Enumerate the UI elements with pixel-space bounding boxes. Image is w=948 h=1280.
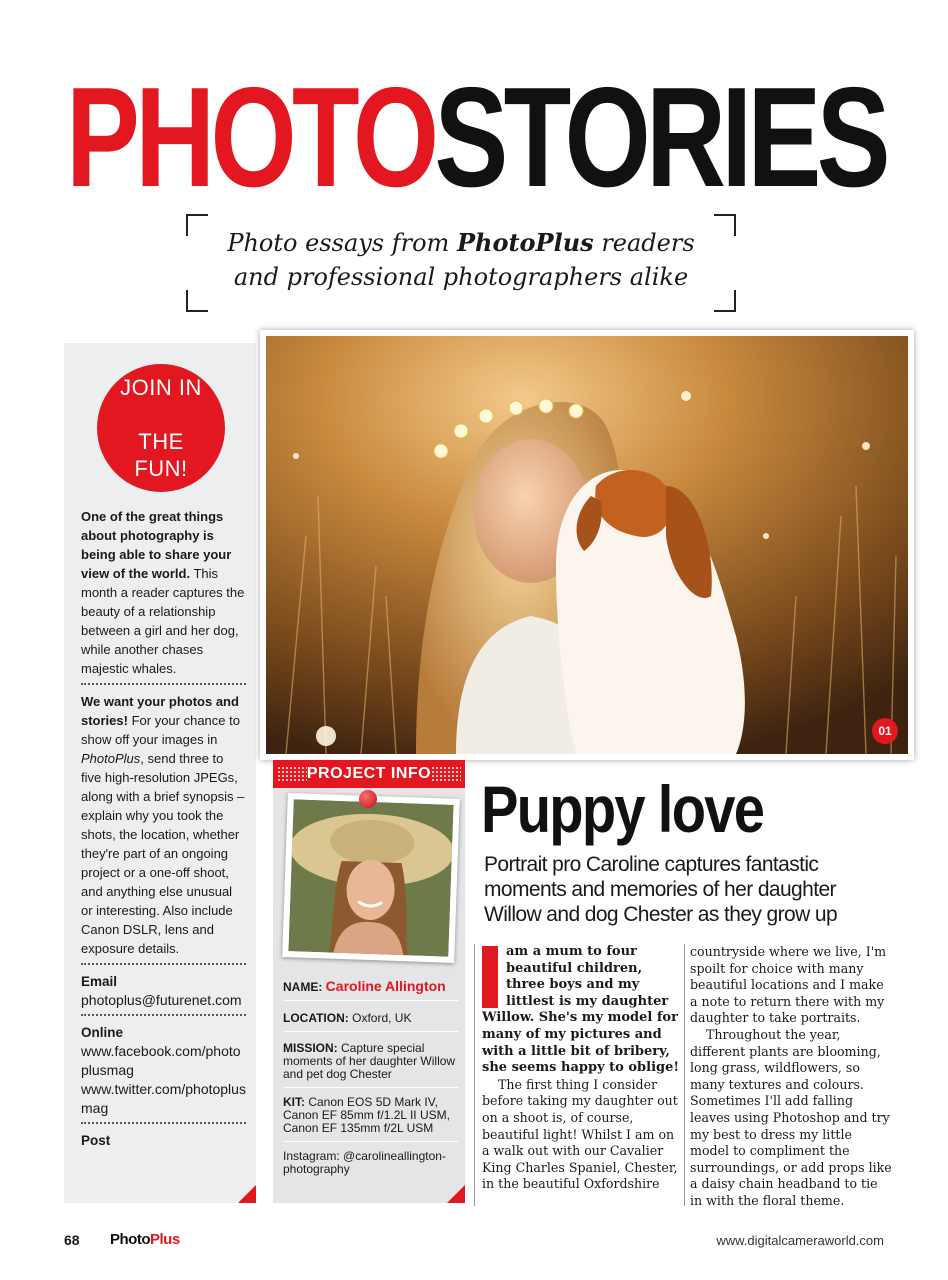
photographer-name: Caroline Allington [325,978,446,994]
project-info-panel [273,760,465,1203]
article-standfirst: Portrait pro Caroline captures fantastic moments and memories of her daughter Willow and dog Chester as they grow up [484,853,838,926]
article-paragraph: The first thing I consider before taking my daughter out on a shoot is, of course, beautiful light! Whilst I am on a walk out with our Cavalier King Charles Spaniel, Chester, in the beautiful Oxfordshire [482,1076,678,1192]
sidebar-intro: One of the great things about photography is being able to share your view of the world. This month a reader captures the beauty of a relationship between a girl and her dog, while another chases majestic whales. [81,509,245,676]
kit-value: Canon EOS 5D Mark IV, Canon EF 85mm f/1.2L II USM, Canon EF 135mm f/2L USM [283,1095,450,1135]
subtitle-post: readers [593,229,695,257]
subtitle-brand: PhotoPlus [456,228,594,257]
info-instagram[interactable] [283,1150,458,1182]
article-headline: Puppy love [481,772,764,846]
badge-line1: JOIN IN [120,375,202,400]
info-kit [283,1096,458,1142]
title-red-part: PHOTO [66,58,435,217]
facebook-link[interactable]: www.facebook.com/photoplusmag [81,1043,241,1078]
corner-marker [447,1185,465,1203]
twitter-link[interactable]: www.twitter.com/photoplusmag [81,1081,246,1116]
website-url[interactable]: www.digitalcameraworld.com [716,1233,884,1248]
mission-label: MISSION: [283,1041,338,1055]
column-divider [684,944,685,1206]
sidebar-panel [64,343,256,1203]
kit-label: KIT: [283,1095,305,1109]
email-label: Email [81,974,118,989]
column-divider [474,944,475,1206]
corner-marker [238,1185,256,1203]
mission-value: Capture special moments of her daughter Willow and pet dog Chester [283,1041,456,1081]
subtitle-pre: Photo essays from [227,229,457,257]
email-address-link[interactable]: photoplus@futurenet.com [81,992,242,1008]
join-in-badge [97,364,225,492]
article-column-1 [482,944,684,1193]
photo-number-badge: 01 [872,718,898,744]
section-subtitle [186,214,736,312]
girl-with-dog-photo [266,336,908,754]
photographer-photo [288,799,453,956]
info-name [283,980,458,1001]
project-info-header [273,760,465,788]
page-title [66,58,886,217]
photographer-portrait [282,793,460,963]
article-lead: am a mum to four beautiful children, three boys and my littlest is my daughter Willow. She's my model for many of my pictures and with a little bit of bribery, she seems happy to oblige! [482,944,680,1076]
name-label: NAME: [283,980,323,994]
article-column-2 [690,944,892,1210]
main-photo [260,330,914,760]
sidebar-text [81,507,246,1150]
project-info-label: PROJECT INFO [306,765,432,782]
title-black-part: STORIES [434,58,886,217]
info-mission [283,1042,458,1088]
location-value: Oxford, UK [352,1011,412,1025]
instagram-handle[interactable]: Instagram: @carolineallington-photography [283,1149,446,1176]
info-location [283,1012,458,1032]
badge-line2: THE FUN! [134,429,188,481]
article-paragraph: Throughout the year, different plants are blooming, long grass, wildflowers, so many textures and colours. Sometimes I'll add falling leaves using Photoshop and try my best to dress my little model to compliment the surroundings, or add props like a daisy chain headband to tie in with the floral theme. [690,1026,892,1208]
online-label: Online [81,1025,124,1040]
subtitle-line2: and professional photographers alike [233,263,689,291]
sidebar-submit-info: We want your photos and stories! For your chance to show off your images in PhotoPlus, send three to five high-resolution JPEGs, along with a brief synopsis – explain why you took the shots, the location, whether they're part of an ongoing project or a one-off shoot, and anything else unusual or interesting. Also include Canon DSLR, lens and exposure details. [81,694,245,956]
brand-logo: PhotoPlus [110,1231,180,1248]
article-paragraph: countryside where we live, I'm spoilt for choice with many beautiful locations and I make a note to return there with my daughter to take portraits. [690,944,887,1026]
post-label: Post [81,1133,111,1148]
pushpin-icon [359,790,377,808]
drop-cap [482,946,498,1008]
page-number: 68 [64,1232,80,1248]
location-label: LOCATION: [283,1011,349,1025]
